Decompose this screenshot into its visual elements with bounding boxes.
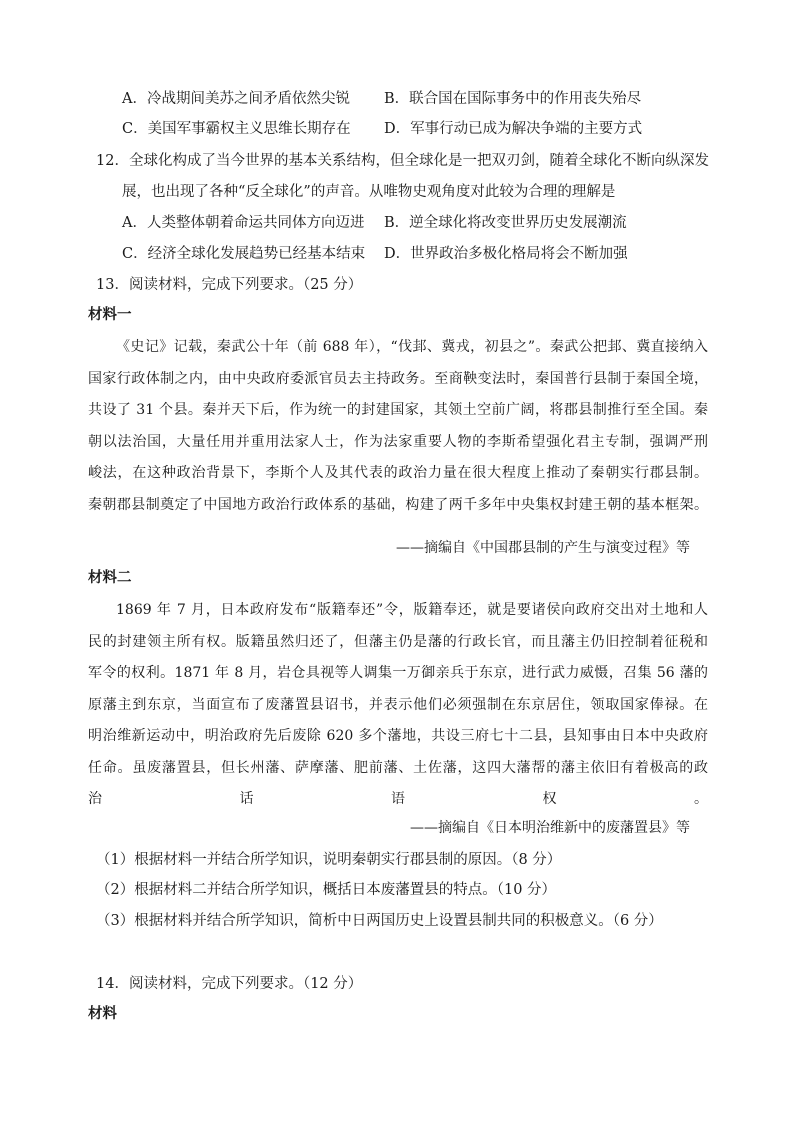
q11-option-row-1: [122, 89, 642, 109]
q13-requirement-2: （2）根据材料二并结合所学知识，概括日本废藩置县的特点。（10 分）: [96, 882, 557, 898]
m1-line: 《史记》记载，秦武公十年（前 688 年），“伐邽、冀戎，初县之”。秦武公把邽、冀直接纳入: [116, 339, 708, 355]
m2-line: 明治维新运动中，明治政府先后废除 620 多个藩地，共设三府七十二县，县知事由日本中央政府: [88, 728, 708, 744]
q12-stem-line-2: 展，也出现了各种“反全球化”的声音。从唯物史观角度对此较为合理的理解是: [122, 184, 616, 200]
m2-line: 1869 年 7 月，日本政府发布“版籍奉还”令，版籍奉还，就是要诸侯向政府交出对土地和人: [116, 602, 708, 618]
m2-line-last: [88, 784, 708, 816]
q12-option-row-2: [122, 244, 628, 264]
q11-option-d: D．军事行动已成为解决争端的主要方式: [384, 121, 643, 137]
q13-material-1-source: ——摘编自《中国郡县制的产生与演变过程》等: [396, 540, 690, 556]
q13-material-1-text: [88, 332, 708, 521]
q11-option-b: B．联合国在国际事务中的作用丧失殆尽: [384, 91, 642, 107]
m1-line: 朝以法治国，大量任用并重用法家人士，作为法家重要人物的李斯希望强化君主专制，强调严刑: [88, 433, 708, 450]
q13-requirement-1: （1）根据材料一并结合所学知识，说明秦朝实行郡县制的原因。（8 分）: [96, 852, 562, 868]
q13-material-1-label: 材料一: [88, 306, 132, 323]
q11-option-a: A．冷战期间美苏之间矛盾依然尖锐: [122, 91, 350, 107]
q12-stem-line-1: 12．全球化构成了当今世界的基本关系结构，但全球化是一把双刃剑，随着全球化不断向纵深发: [96, 153, 709, 169]
q13-title: 13．阅读材料，完成下列要求。（25 分）: [96, 277, 363, 293]
m2-last-text: 治话语权。: [88, 791, 708, 807]
m2-line: 民的封建领主所有权。版籍虽然归还了，但藩主仍是藩的行政长官，而且藩主仍旧控制着征税和: [88, 633, 708, 650]
m2-line: 原藩主到东京，当面宣布了废藩置县诏书，并表示他们必须强制在东京居住，领取国家俸禄。在: [88, 696, 708, 713]
q12-option-b: B．逆全球化将改变世界历史发展潮流: [384, 215, 627, 231]
q11-option-c: C．美国军事霸权主义思维长期存在: [122, 121, 351, 137]
q13-requirement-3: （3）根据材料并结合所学知识，简析中日两国历史上设置县制共同的积极意义。（6 分）: [96, 913, 663, 929]
q12-option-d: D．世界政治多极化格局将会不断加强: [384, 246, 628, 262]
m1-line: 峻法，在这种政治背景下，李斯个人及其代表的政治力量在很大程度上推动了秦朝实行郡县制。: [88, 465, 708, 481]
q13-material-2-source: ——摘编自《日本明治维新中的废藩置县》等: [410, 820, 690, 836]
q13-material-2-text: [88, 595, 708, 816]
m1-line: 秦朝郡县制奠定了中国地方政治行政体系的基础，构建了两千多年中央集权封建王朝的基本框架。: [88, 496, 708, 513]
m1-line: 共设了 31 个县。秦并天下后，作为统一的封建国家，其领土空前广阔，将郡县制推行至全国。秦: [88, 402, 708, 418]
q12-option-a: A．人类整体朝着命运共同体方向迈进: [122, 215, 365, 231]
q13-material-2-label: 材料二: [88, 569, 132, 586]
m1-line: 国家行政体制之内，由中央政府委派官员去主持政务。至商鞅变法时，秦国普行县制于秦国全境，: [88, 370, 708, 387]
q14-material-label: 材料: [88, 1005, 117, 1022]
q11-option-row-2: [122, 119, 643, 139]
q14-title: 14．阅读材料，完成下列要求。（12 分）: [96, 976, 363, 992]
m2-line: 军令的权利。1871 年 8 月，岩仓具视等人调集一万御亲兵于东京，进行武力威慑，召集 56 藩的: [88, 665, 708, 681]
q12-option-row-1: [122, 213, 627, 233]
q12-option-c: C．经济全球化发展趋势已经基本结束: [122, 246, 366, 262]
m2-line: 任命。虽废藩置县，但长州藩、萨摩藩、肥前藩、土佐藩，这四大藩帮的藩主依旧有着极高的政: [88, 759, 708, 776]
